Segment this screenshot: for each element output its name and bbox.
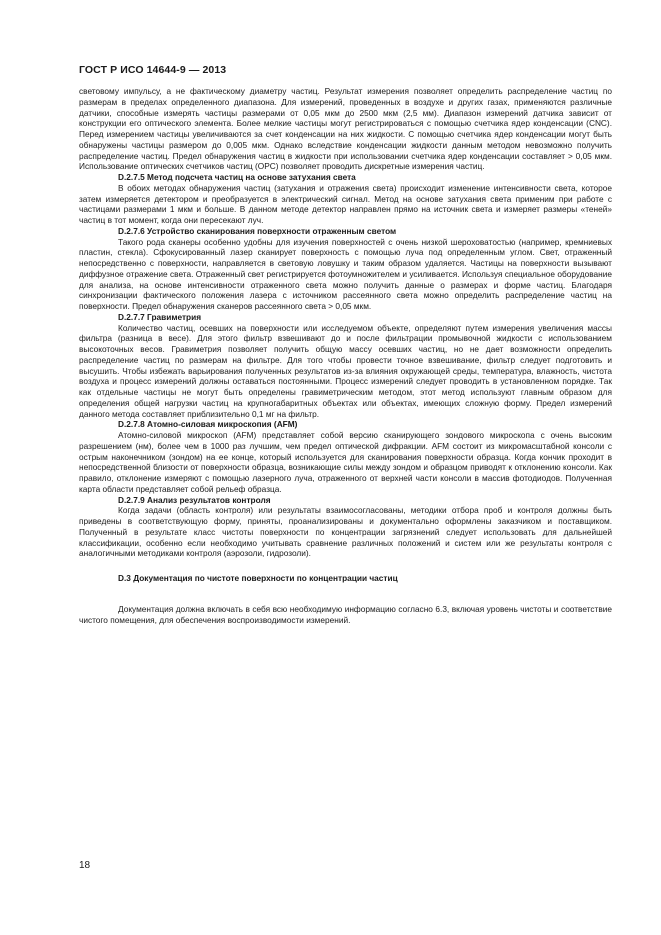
page-number: 18 xyxy=(79,860,91,871)
paragraph-d279: Когда задачи (область контроля) или результаты взаимосогласованы, методики отбора проб и контроля должны быть приведены в соответствующую форму, приняты, проанализированы и документально оформлены заказчиком и поставщиком. Полученный в результате класс чистоты поверхности по концентрации загрязнений следует использовать для дальнейшей классификации, особенно если необходимо учитывать сравнение различных положений и систем или же результаты контроля с аналогичными методиками контроля (аэрозоли, гидрозоли). xyxy=(79,505,612,559)
paragraph-d278: Атомно-силовой микроскоп (AFM) представляет собой версию сканирующего зондового микроскопа с очень высоким разрешением (нм), более чем в 1000 раз лучшим, чем предел оптической дифракции. AFM состоит из микромасштабной консоли с острым наконечником (зондом) на ее конце, который используется для сканирования поверхности образца. Когда кончик проходит в непосредственной близости от поверхности образца, возникающие силы между зондом и образцом приводят к отклонению консоли. Как правило, отклонение измеряют с помощью лазерного луча, отраженного от верхней части консоли в массив фотодиодов. Полученная карта области представляет собой рельеф образца. xyxy=(79,430,612,494)
document-body xyxy=(79,86,612,625)
section-heading-d275: D.2.7.5 Метод подсчета частиц на основе затухания света xyxy=(118,172,356,182)
section-heading-d276: D.2.7.6 Устройство сканирования поверхности отраженным светом xyxy=(118,225,397,236)
paragraph-d275: В обоих методах обнаружения частиц (затухания и отражения света) происходит изменение интенсивности света, которое затем измеряется детектором и преобразуется в электрический сигнал. Метод на основе затухания света применим при работе с частицами размерами 1 мкм и больше. В данном методе детектор направлен прямо на источник света и измеряет размеры «теней» частиц в тот момент, когда они пересекают луч. xyxy=(79,182,612,225)
section-heading-d278: D.2.7.8 Атомно-силовая микроскопия (AFM) xyxy=(118,419,298,430)
paragraph-d276: Такого рода сканеры особенно удобны для изучения поверхностей с очень низкой шероховатостью (например, кремниевых пластин, стекла). Сфокусированный лазер сканирует поверхность с помощью луча под определенным углом. Свет, отраженный непосредственно с поверхности, направляется в световую ловушку и таким образом удаляется. Частицы на поверхности вызывают диффузное отражение света. Отраженный свет регистрируется фотоумножителем и усиливается. Используя специальное оборудование для анализа, на основе интенсивности отраженного света можно получить данные о размерах и форме частиц. Благодаря синхронизации фактического положения лазера с источником рассеянного света можно определить распределение частиц на поверхности. Предел обнаружения сканеров рассеянного света > 0,05 мкм. xyxy=(79,236,612,311)
document-code-header: ГОСТ Р ИСО 14644-9 — 2013 xyxy=(79,64,227,76)
paragraph-d3: Документация должна включать в себя всю необходимую информацию согласно 6.3, включая уровень чистоты и соответствие чистого помещения, для обеспечения воспроизводимости измерений. xyxy=(79,603,612,625)
paragraph-continuation: световому импульсу, а не фактическому диаметру частиц. Результат измерения позволяет определить распределение частиц по размерам в пределах определенного диапазона. Для измерений, проведенных в воздухе и других газах, применяются различные датчики, способные измерять частицы размерами от 0,05 мкм до 2500 мкм (2,5 мм). Диапазон измерений датчика зависит от конструкции его оптического элемента. Более мелкие частицы могут регистрироваться с помощью счетчика ядер конденсации (CNC). Перед измерением частицы увеличиваются за счет конденсации на них жидкости. С помощью счетчика ядер конденсации могут быть обнаружены частицы размером до 0,005 мкм. Однако вследствие конденсации жидкости данным методом невозможно получить распределение частиц. Предел обнаружения частиц в жидкости при использовании счетчика ядер конденсации составляет > 0,05 мкм. Использование оптических счетчиков частиц (OPC) позволяет проводить дискретные измерения частиц. xyxy=(79,86,612,172)
section-heading-d3: D.3 Документация по чистоте поверхности по концентрации частиц xyxy=(118,573,398,583)
paragraph-d277: Количество частиц, осевших на поверхности или исследуемом объекте, определяют путем измерения увеличения массы фильтра (разница в весе). Для этого фильтр взвешивают до и после фильтрации промывочной жидкости с использованием высокоточных весов. Гравиметрия позволяет получить общую массу осевших частиц, но не дает возможности определить распределение частиц по размерам на фильтре. Для того чтобы провести точное взвешивание, фильтр следует подготовить и высушить. Чтобы избежать варьирования полученных результатов из-за влияния окружающей среды, температура, влажность, чистота воздуха и процесс измерений должны оставаться постоянными. Процесс измерений следует проводить в установленном порядке. Так как отдельные частицы не могут быть определены гравиметрическим методом, этот метод используют главным образом для определения общей нагрузки частиц на крупногабаритных объектах или объектах, имеющих сложную форму. Предел измерений данного метода составляет приблизительно 0,1 мг на фильтр. xyxy=(79,322,612,419)
section-heading-d279: D.2.7.9 Анализ результатов контроля xyxy=(118,494,271,505)
section-heading-d277: D.2.7.7 Гравиметрия xyxy=(118,311,202,322)
